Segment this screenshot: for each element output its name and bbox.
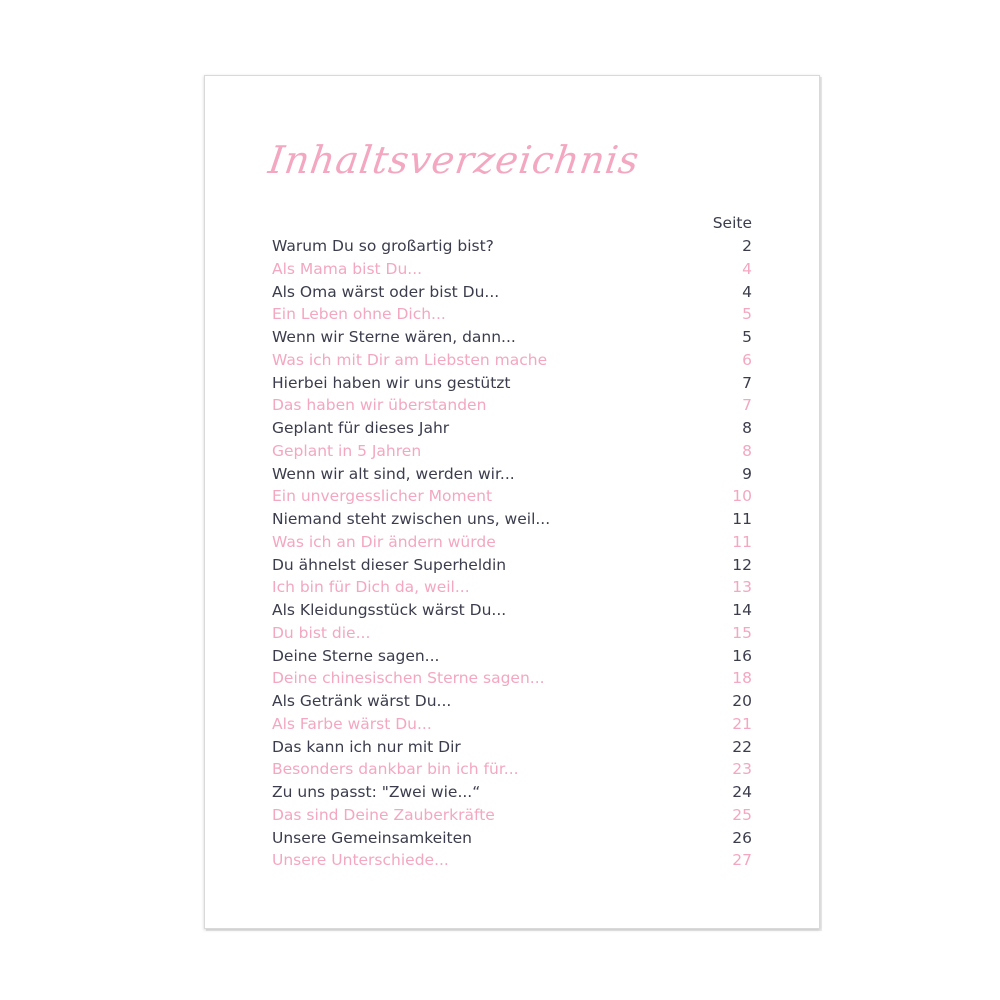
toc-entry-page: 4: [742, 282, 752, 301]
toc-entry-label: Was ich mit Dir am Liebsten mache: [272, 350, 548, 369]
toc-entry-label: Ein unvergesslicher Moment: [272, 487, 493, 506]
table-of-contents: [272, 235, 752, 872]
toc-entry-label: Ein Leben ohne Dich...: [272, 305, 446, 324]
toc-entry: [272, 690, 752, 713]
toc-entry-label: Was ich an Dir ändern würde: [272, 532, 496, 551]
toc-entry: [272, 645, 752, 668]
toc-entry-label: Geplant für dieses Jahr: [272, 419, 450, 437]
toc-entry-page: 20: [732, 692, 752, 710]
toc-entry-page: 24: [732, 783, 752, 801]
toc-entry-page: 15: [732, 623, 752, 642]
toc-entry: [272, 372, 752, 395]
toc-entry: [272, 326, 752, 349]
toc-entry-label: Als Oma wärst oder bist Du...: [272, 282, 500, 301]
toc-entry-page: 26: [732, 828, 752, 847]
toc-entry-label: Du bist die...: [272, 623, 371, 642]
toc-entry-label: Das sind Deine Zauberkräfte: [272, 805, 495, 824]
toc-entry-page: 22: [732, 737, 752, 756]
toc-entry-page: 10: [732, 487, 752, 506]
toc-entry-label: Als Mama bist Du...: [272, 259, 423, 278]
toc-entry: [272, 531, 752, 554]
toc-entry-page: 5: [742, 305, 752, 324]
toc-entry-label: Wenn wir Sterne wären, dann...: [272, 328, 516, 346]
toc-entry-label: Geplant in 5 Jahren: [272, 441, 422, 460]
toc-entry-page: 14: [732, 601, 752, 619]
toc-entry: [272, 508, 752, 531]
toc-entry-page: 27: [732, 851, 752, 870]
toc-entry: [272, 827, 752, 850]
toc-entry-page: 2: [742, 237, 752, 255]
toc-entry: [272, 599, 752, 622]
toc-entry: [272, 622, 752, 645]
toc-entry-label: Besonders dankbar bin ich für...: [272, 760, 519, 779]
toc-entry-page: 16: [732, 646, 752, 665]
toc-entry-label: Deine Sterne sagen...: [272, 646, 440, 665]
toc-entry: [272, 804, 752, 827]
toc-entry-label: Unsere Unterschiede...: [272, 851, 449, 870]
toc-entry: [272, 667, 752, 690]
toc-entry-page: 11: [732, 532, 752, 551]
toc-entry-page: 23: [732, 760, 752, 779]
toc-entry-page: 6: [742, 350, 752, 369]
toc-entry-page: 8: [742, 441, 752, 460]
toc-entry: [272, 258, 752, 281]
toc-entry-page: 8: [742, 419, 752, 437]
toc-entry-label: Niemand steht zwischen uns, weil...: [272, 510, 551, 528]
toc-entry: [272, 417, 752, 440]
toc-entry-page: 18: [732, 669, 752, 688]
toc-entry-label: Warum Du so großartig bist?: [272, 237, 494, 255]
toc-entry-page: 5: [742, 328, 752, 346]
toc-entry: [272, 281, 752, 304]
toc-entry-label: Als Getränk wärst Du...: [272, 692, 452, 710]
toc-entry-label: Zu uns passt: "Zwei wie...“: [272, 783, 481, 801]
page-column-header: Seite: [712, 214, 752, 232]
toc-entry-page: 21: [732, 714, 752, 733]
toc-entry-label: Deine chinesischen Sterne sagen...: [272, 669, 545, 688]
toc-entry-page: 9: [742, 464, 752, 483]
toc-entry-page: 25: [732, 805, 752, 824]
toc-entry-label: Als Farbe wärst Du...: [272, 714, 432, 733]
toc-entry: [272, 554, 752, 577]
toc-entry: [272, 849, 752, 872]
page-title: Inhaltsverzeichnis: [265, 138, 643, 182]
toc-entry: [272, 463, 752, 486]
toc-entry: [272, 713, 752, 736]
toc-entry-label: Wenn wir alt sind, werden wir...: [272, 464, 515, 483]
toc-entry: [272, 303, 752, 326]
toc-entry: [272, 781, 752, 804]
toc-entry-page: 11: [732, 510, 752, 528]
toc-entry-label: Unsere Gemeinsamkeiten: [272, 828, 472, 847]
toc-entry: [272, 758, 752, 781]
toc-entry-label: Das haben wir überstanden: [272, 396, 487, 415]
toc-entry: [272, 349, 752, 372]
toc-entry-page: 7: [742, 396, 752, 415]
toc-entry: [272, 576, 752, 599]
toc-entry-label: Du ähnelst dieser Superheldin: [272, 555, 507, 574]
toc-entry: [272, 235, 752, 258]
toc-entry-page: 4: [742, 259, 752, 278]
toc-entry-label: Als Kleidungsstück wärst Du...: [272, 601, 507, 619]
toc-entry-label: Hierbei haben wir uns gestützt: [272, 373, 511, 392]
toc-entry-label: Ich bin für Dich da, weil...: [272, 578, 470, 597]
toc-entry: [272, 736, 752, 759]
toc-entry: [272, 485, 752, 508]
toc-entry: [272, 394, 752, 417]
toc-entry-label: Das kann ich nur mit Dir: [272, 737, 461, 756]
toc-entry-page: 12: [732, 555, 752, 574]
toc-entry: [272, 440, 752, 463]
toc-entry-page: 7: [742, 373, 752, 392]
book-page: [204, 75, 820, 929]
toc-entry-page: 13: [732, 578, 752, 597]
